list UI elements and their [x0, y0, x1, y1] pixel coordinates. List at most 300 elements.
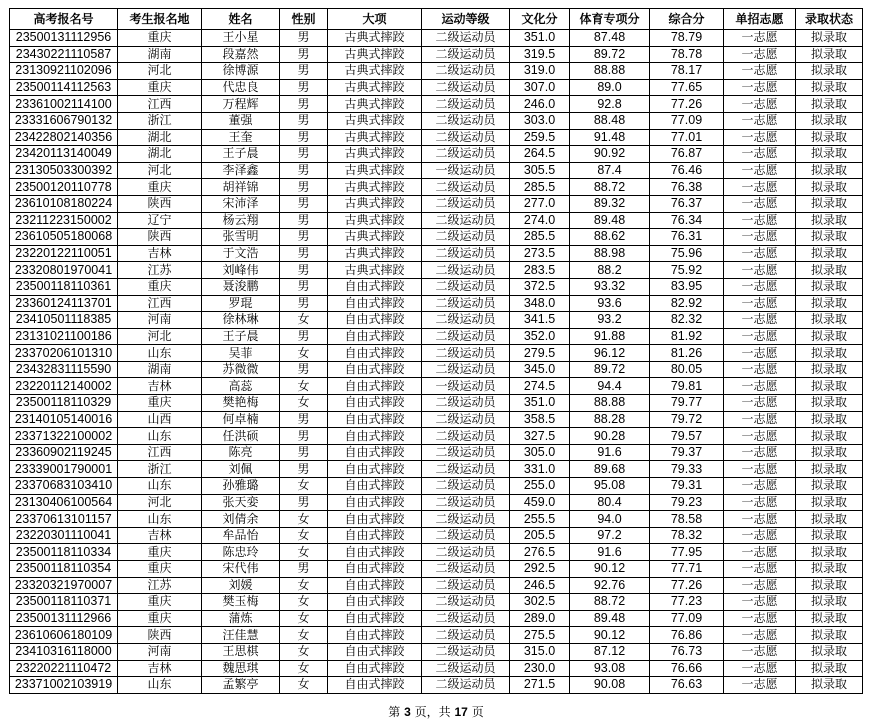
table-cell: 289.0	[510, 610, 570, 627]
table-row	[10, 461, 863, 478]
table-cell: 二级运动员	[422, 395, 510, 412]
table-cell: 男	[280, 428, 328, 445]
table-cell: 94.0	[570, 511, 650, 528]
table-cell: 一志愿	[724, 494, 796, 511]
table-row	[10, 544, 863, 561]
table-cell: 拟录取	[796, 46, 863, 63]
column-header: 录取状态	[796, 9, 863, 30]
table-cell: 88.88	[570, 63, 650, 80]
footer-prefix: 第	[388, 705, 401, 719]
table-cell: 自由式摔跤	[328, 411, 422, 428]
table-cell: 23610606180109	[10, 627, 118, 644]
table-cell: 拟录取	[796, 660, 863, 677]
table-cell: 古典式摔跤	[328, 146, 422, 163]
table-cell: 一志愿	[724, 146, 796, 163]
table-row	[10, 428, 863, 445]
table-cell: 78.17	[650, 63, 724, 80]
table-cell: 女	[280, 677, 328, 694]
table-cell: 23361002114100	[10, 96, 118, 113]
table-row	[10, 146, 863, 163]
table-cell: 河南	[118, 312, 202, 329]
table-cell: 自由式摔跤	[328, 345, 422, 362]
table-cell: 246.0	[510, 96, 570, 113]
table-cell: 23370206101310	[10, 345, 118, 362]
table-cell: 88.48	[570, 112, 650, 129]
footer-total-pages: 17	[454, 705, 468, 719]
table-cell: 河北	[118, 328, 202, 345]
table-cell: 自由式摔跤	[328, 278, 422, 295]
table-cell: 古典式摔跤	[328, 30, 422, 47]
table-cell: 76.73	[650, 643, 724, 660]
table-cell: 女	[280, 577, 328, 594]
table-cell: 宋代伟	[202, 561, 280, 578]
table-cell: 23500118110361	[10, 278, 118, 295]
table-cell: 一志愿	[724, 79, 796, 96]
table-cell: 23131021100186	[10, 328, 118, 345]
table-cell: 一志愿	[724, 428, 796, 445]
table-row	[10, 478, 863, 495]
table-cell: 徐博源	[202, 63, 280, 80]
table-cell: 古典式摔跤	[328, 212, 422, 229]
table-row	[10, 229, 863, 246]
table-cell: 二级运动员	[422, 627, 510, 644]
table-cell: 79.37	[650, 444, 724, 461]
table-cell: 山东	[118, 677, 202, 694]
table-cell: 湖南	[118, 46, 202, 63]
footer-page-number: 3	[404, 705, 411, 719]
table-cell: 88.2	[570, 262, 650, 279]
table-cell: 372.5	[510, 278, 570, 295]
table-cell: 23371322100002	[10, 428, 118, 445]
table-cell: 271.5	[510, 677, 570, 694]
column-header: 性别	[280, 9, 328, 30]
table-cell: 23371002103919	[10, 677, 118, 694]
table-cell: 女	[280, 610, 328, 627]
table-cell: 二级运动员	[422, 610, 510, 627]
table-row	[10, 245, 863, 262]
table-cell: 古典式摔跤	[328, 245, 422, 262]
table-cell: 二级运动员	[422, 295, 510, 312]
table-cell: 重庆	[118, 544, 202, 561]
table-row	[10, 295, 863, 312]
table-cell: 陈亮	[202, 444, 280, 461]
table-cell: 23130921102096	[10, 63, 118, 80]
table-cell: 蒲炼	[202, 610, 280, 627]
table-cell: 76.34	[650, 212, 724, 229]
table-cell: 76.46	[650, 162, 724, 179]
table-cell: 一志愿	[724, 511, 796, 528]
table-header-row	[10, 9, 863, 30]
table-cell: 一志愿	[724, 594, 796, 611]
table-cell: 二级运动员	[422, 30, 510, 47]
table-cell: 88.72	[570, 179, 650, 196]
table-cell: 358.5	[510, 411, 570, 428]
table-cell: 刘佩	[202, 461, 280, 478]
table-cell: 吴菲	[202, 345, 280, 362]
table-cell: 76.87	[650, 146, 724, 163]
table-cell: 董强	[202, 112, 280, 129]
table-cell: 二级运动员	[422, 478, 510, 495]
table-cell: 自由式摔跤	[328, 295, 422, 312]
table-cell: 二级运动员	[422, 444, 510, 461]
table-cell: 男	[280, 146, 328, 163]
table-row	[10, 643, 863, 660]
table-cell: 罗琨	[202, 295, 280, 312]
table-cell: 285.5	[510, 179, 570, 196]
table-cell: 拟录取	[796, 278, 863, 295]
table-cell: 自由式摔跤	[328, 660, 422, 677]
footer-middle: 页，共	[414, 705, 451, 719]
table-cell: 浙江	[118, 461, 202, 478]
table-cell: 拟录取	[796, 79, 863, 96]
table-cell: 江苏	[118, 577, 202, 594]
table-cell: 82.32	[650, 312, 724, 329]
table-cell: 23500131112966	[10, 610, 118, 627]
table-cell: 二级运动员	[422, 229, 510, 246]
table-cell: 327.5	[510, 428, 570, 445]
table-cell: 二级运动员	[422, 527, 510, 544]
table-cell: 拟录取	[796, 30, 863, 47]
table-cell: 苏微微	[202, 361, 280, 378]
table-row	[10, 112, 863, 129]
table-cell: 二级运动员	[422, 79, 510, 96]
table-cell: 一志愿	[724, 96, 796, 113]
table-cell: 自由式摔跤	[328, 328, 422, 345]
table-row	[10, 262, 863, 279]
column-header: 高考报名号	[10, 9, 118, 30]
table-cell: 吉林	[118, 527, 202, 544]
column-header: 大项	[328, 9, 422, 30]
table-row	[10, 79, 863, 96]
table-cell: 23370683103410	[10, 478, 118, 495]
table-cell: 93.08	[570, 660, 650, 677]
table-cell: 李泽鑫	[202, 162, 280, 179]
table-cell: 二级运动员	[422, 511, 510, 528]
table-cell: 88.98	[570, 245, 650, 262]
table-cell: 河南	[118, 643, 202, 660]
table-cell: 古典式摔跤	[328, 129, 422, 146]
table-cell: 23220112140002	[10, 378, 118, 395]
column-header: 姓名	[202, 9, 280, 30]
table-cell: 275.5	[510, 627, 570, 644]
table-cell: 古典式摔跤	[328, 262, 422, 279]
table-cell: 拟录取	[796, 428, 863, 445]
table-cell: 女	[280, 312, 328, 329]
table-cell: 湖北	[118, 129, 202, 146]
table-cell: 23500118110334	[10, 544, 118, 561]
table-cell: 古典式摔跤	[328, 162, 422, 179]
table-cell: 江苏	[118, 262, 202, 279]
table-cell: 一志愿	[724, 328, 796, 345]
table-cell: 女	[280, 395, 328, 412]
table-cell: 78.78	[650, 46, 724, 63]
table-cell: 陈忠玲	[202, 544, 280, 561]
table-cell: 自由式摔跤	[328, 494, 422, 511]
table-cell: 自由式摔跤	[328, 677, 422, 694]
table-cell: 一志愿	[724, 179, 796, 196]
table-cell: 77.23	[650, 594, 724, 611]
table-cell: 拟录取	[796, 295, 863, 312]
table-cell: 87.4	[570, 162, 650, 179]
table-cell: 91.88	[570, 328, 650, 345]
table-cell: 自由式摔跤	[328, 594, 422, 611]
table-row	[10, 63, 863, 80]
table-cell: 一志愿	[724, 345, 796, 362]
table-cell: 女	[280, 345, 328, 362]
table-cell: 拟录取	[796, 627, 863, 644]
table-cell: 23500120110778	[10, 179, 118, 196]
table-cell: 一志愿	[724, 411, 796, 428]
table-row	[10, 312, 863, 329]
table-row	[10, 46, 863, 63]
table-cell: 259.5	[510, 129, 570, 146]
table-cell: 刘倩余	[202, 511, 280, 528]
table-cell: 自由式摔跤	[328, 627, 422, 644]
table-cell: 女	[280, 478, 328, 495]
table-cell: 274.0	[510, 212, 570, 229]
table-cell: 男	[280, 162, 328, 179]
table-cell: 23500118110329	[10, 395, 118, 412]
table-cell: 魏思琪	[202, 660, 280, 677]
table-cell: 二级运动员	[422, 179, 510, 196]
table-row	[10, 179, 863, 196]
table-cell: 88.72	[570, 594, 650, 611]
table-cell: 264.5	[510, 146, 570, 163]
table-cell: 二级运动员	[422, 677, 510, 694]
table-cell: 88.28	[570, 411, 650, 428]
table-cell: 91.6	[570, 444, 650, 461]
table-cell: 一志愿	[724, 461, 796, 478]
table-cell: 樊艳梅	[202, 395, 280, 412]
table-cell: 自由式摔跤	[328, 610, 422, 627]
table-cell: 91.6	[570, 544, 650, 561]
table-cell: 89.72	[570, 46, 650, 63]
table-cell: 孙雅璐	[202, 478, 280, 495]
table-row	[10, 677, 863, 694]
table-row	[10, 660, 863, 677]
table-row	[10, 378, 863, 395]
table-row	[10, 328, 863, 345]
table-cell: 吉林	[118, 378, 202, 395]
table-cell: 男	[280, 79, 328, 96]
table-cell: 81.26	[650, 345, 724, 362]
table-cell: 拟录取	[796, 544, 863, 561]
table-cell: 一志愿	[724, 278, 796, 295]
table-cell: 一志愿	[724, 361, 796, 378]
table-cell: 23211223150002	[10, 212, 118, 229]
table-cell: 女	[280, 660, 328, 677]
table-cell: 男	[280, 561, 328, 578]
table-row	[10, 594, 863, 611]
table-cell: 一志愿	[724, 378, 796, 395]
table-cell: 90.12	[570, 561, 650, 578]
table-cell: 23410316118000	[10, 643, 118, 660]
table-cell: 拟录取	[796, 511, 863, 528]
table-cell: 古典式摔跤	[328, 46, 422, 63]
table-row	[10, 444, 863, 461]
table-cell: 湖南	[118, 361, 202, 378]
table-cell: 王子晨	[202, 328, 280, 345]
table-cell: 二级运动员	[422, 112, 510, 129]
table-cell: 吉林	[118, 245, 202, 262]
table-cell: 一志愿	[724, 245, 796, 262]
table-cell: 自由式摔跤	[328, 461, 422, 478]
table-cell: 351.0	[510, 30, 570, 47]
table-cell: 自由式摔跤	[328, 428, 422, 445]
table-cell: 拟录取	[796, 112, 863, 129]
table-cell: 男	[280, 361, 328, 378]
table-cell: 一志愿	[724, 478, 796, 495]
table-cell: 345.0	[510, 361, 570, 378]
table-cell: 二级运动员	[422, 312, 510, 329]
table-cell: 331.0	[510, 461, 570, 478]
table-cell: 拟录取	[796, 63, 863, 80]
column-header: 体育专项分	[570, 9, 650, 30]
table-cell: 23500118110354	[10, 561, 118, 578]
table-cell: 77.71	[650, 561, 724, 578]
table-cell: 自由式摔跤	[328, 527, 422, 544]
page-footer	[0, 703, 872, 720]
table-cell: 一志愿	[724, 561, 796, 578]
table-cell: 292.5	[510, 561, 570, 578]
table-cell: 二级运动员	[422, 96, 510, 113]
table-cell: 自由式摔跤	[328, 395, 422, 412]
table-cell: 352.0	[510, 328, 570, 345]
table-cell: 76.37	[650, 195, 724, 212]
table-cell: 辽宁	[118, 212, 202, 229]
table-cell: 男	[280, 411, 328, 428]
table-cell: 张天娈	[202, 494, 280, 511]
table-cell: 89.68	[570, 461, 650, 478]
table-row	[10, 627, 863, 644]
table-cell: 拟录取	[796, 262, 863, 279]
table-cell: 男	[280, 278, 328, 295]
table-cell: 男	[280, 461, 328, 478]
table-cell: 23610505180068	[10, 229, 118, 246]
table-cell: 河北	[118, 494, 202, 511]
table-cell: 女	[280, 544, 328, 561]
table-cell: 459.0	[510, 494, 570, 511]
table-cell: 二级运动员	[422, 146, 510, 163]
table-cell: 男	[280, 494, 328, 511]
table-cell: 77.26	[650, 577, 724, 594]
table-cell: 浙江	[118, 112, 202, 129]
table-cell: 张雪明	[202, 229, 280, 246]
table-cell: 拟录取	[796, 312, 863, 329]
table-cell: 319.0	[510, 63, 570, 80]
table-cell: 348.0	[510, 295, 570, 312]
table-cell: 230.0	[510, 660, 570, 677]
table-cell: 男	[280, 179, 328, 196]
table-cell: 任洪硕	[202, 428, 280, 445]
column-header: 单招志愿	[724, 9, 796, 30]
table-cell: 自由式摔跤	[328, 577, 422, 594]
table-cell: 男	[280, 63, 328, 80]
table-cell: 23220221110472	[10, 660, 118, 677]
table-cell: 樊玉梅	[202, 594, 280, 611]
table-cell: 自由式摔跤	[328, 561, 422, 578]
table-cell: 王奎	[202, 129, 280, 146]
table-cell: 87.48	[570, 30, 650, 47]
table-cell: 93.2	[570, 312, 650, 329]
table-cell: 二级运动员	[422, 129, 510, 146]
table-cell: 一级运动员	[422, 162, 510, 179]
table-cell: 23130406100564	[10, 494, 118, 511]
table-cell: 一志愿	[724, 577, 796, 594]
table-cell: 二级运动员	[422, 195, 510, 212]
table-cell: 拟录取	[796, 96, 863, 113]
table-row	[10, 96, 863, 113]
table-cell: 88.62	[570, 229, 650, 246]
table-cell: 89.48	[570, 212, 650, 229]
table-cell: 75.92	[650, 262, 724, 279]
table-row	[10, 195, 863, 212]
table-cell: 89.0	[570, 79, 650, 96]
table-cell: 于文浩	[202, 245, 280, 262]
table-cell: 一志愿	[724, 46, 796, 63]
table-cell: 246.5	[510, 577, 570, 594]
table-row	[10, 162, 863, 179]
table-cell: 23220122110051	[10, 245, 118, 262]
table-cell: 陕西	[118, 195, 202, 212]
table-cell: 二级运动员	[422, 262, 510, 279]
table-cell: 重庆	[118, 30, 202, 47]
table-cell: 23130503300392	[10, 162, 118, 179]
table-cell: 古典式摔跤	[328, 96, 422, 113]
table-cell: 江西	[118, 96, 202, 113]
table-cell: 23320801970041	[10, 262, 118, 279]
table-cell: 77.09	[650, 112, 724, 129]
table-cell: 刘峰伟	[202, 262, 280, 279]
table-cell: 孟繁亭	[202, 677, 280, 694]
table-cell: 拟录取	[796, 444, 863, 461]
table-cell: 23360902119245	[10, 444, 118, 461]
table-cell: 男	[280, 295, 328, 312]
table-cell: 汪佳慧	[202, 627, 280, 644]
table-cell: 拟录取	[796, 378, 863, 395]
table-cell: 一志愿	[724, 627, 796, 644]
table-cell: 拟录取	[796, 478, 863, 495]
footer-suffix: 页	[471, 705, 484, 719]
table-cell: 拟录取	[796, 328, 863, 345]
table-cell: 79.23	[650, 494, 724, 511]
table-cell: 徐林琳	[202, 312, 280, 329]
table-cell: 二级运动员	[422, 245, 510, 262]
table-cell: 273.5	[510, 245, 570, 262]
table-cell: 重庆	[118, 395, 202, 412]
table-cell: 93.32	[570, 278, 650, 295]
table-cell: 拟录取	[796, 129, 863, 146]
table-cell: 拟录取	[796, 411, 863, 428]
table-cell: 90.92	[570, 146, 650, 163]
table-cell: 80.4	[570, 494, 650, 511]
table-cell: 277.0	[510, 195, 570, 212]
table-cell: 89.48	[570, 610, 650, 627]
table-cell: 80.05	[650, 361, 724, 378]
table-cell: 自由式摔跤	[328, 478, 422, 495]
table-cell: 王小星	[202, 30, 280, 47]
table-cell: 古典式摔跤	[328, 229, 422, 246]
table-cell: 319.5	[510, 46, 570, 63]
table-cell: 河北	[118, 162, 202, 179]
table-cell: 古典式摔跤	[328, 112, 422, 129]
table-cell: 二级运动员	[422, 594, 510, 611]
table-row	[10, 494, 863, 511]
table-cell: 重庆	[118, 610, 202, 627]
table-cell: 古典式摔跤	[328, 63, 422, 80]
table-cell: 二级运动员	[422, 660, 510, 677]
table-cell: 305.5	[510, 162, 570, 179]
